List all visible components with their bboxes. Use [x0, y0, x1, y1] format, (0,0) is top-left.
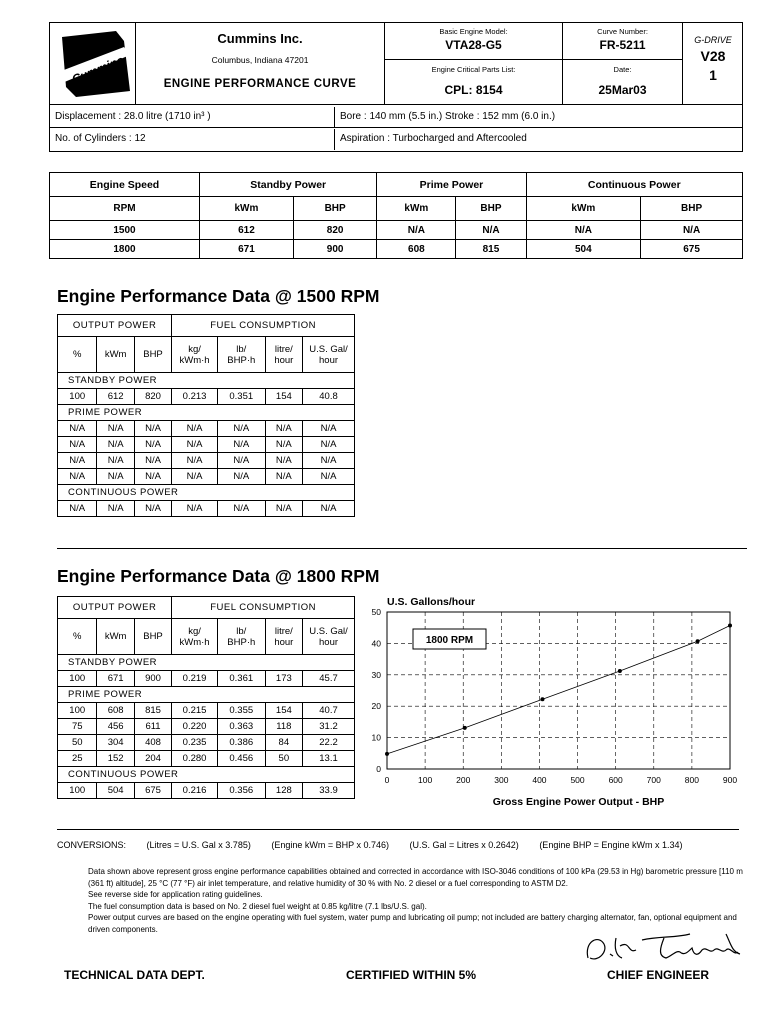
- conversion-litres: (Litres = U.S. Gal x 3.785): [146, 840, 251, 850]
- table-row: [58, 719, 355, 735]
- curve-cell: [562, 23, 682, 60]
- h-kwm: kWm: [200, 197, 294, 221]
- x-axis-label: Gross Engine Power Output - BHP: [492, 796, 665, 808]
- cell: 612: [97, 389, 134, 405]
- cell: 1800: [50, 240, 200, 259]
- company-cell: [136, 23, 384, 105]
- cell: 100: [58, 389, 97, 405]
- group-prime: PRIME POWER: [58, 687, 355, 703]
- cell: 22.2: [303, 735, 355, 751]
- conversion-bhp: (Engine BHP = Engine kWm x 1.34): [539, 840, 683, 850]
- x-tick-label: 300: [494, 775, 509, 785]
- gdrive-version: V28: [700, 48, 726, 64]
- footer-divider: [57, 829, 739, 830]
- cell: 504: [97, 783, 134, 799]
- x-tick-label: 700: [646, 775, 661, 785]
- cell: 13.1: [303, 751, 355, 767]
- section-divider: [57, 548, 747, 549]
- cell: 408: [134, 735, 171, 751]
- cell: 900: [293, 240, 376, 259]
- date-cell: [562, 60, 682, 105]
- h-bhp: BHP: [641, 197, 743, 221]
- cell: N/A: [134, 437, 171, 453]
- h-litre-hour: litre/ hour: [265, 619, 302, 655]
- rating-summary-table: [49, 172, 743, 259]
- cell: 25: [58, 751, 97, 767]
- cell: 671: [97, 671, 134, 687]
- cell: N/A: [526, 221, 641, 240]
- fuel-consumption-chart: [360, 592, 750, 812]
- cell: N/A: [58, 453, 97, 469]
- cell: 40.7: [303, 703, 355, 719]
- h-bhp: BHP: [134, 337, 171, 373]
- cell: 84: [265, 735, 302, 751]
- cylinders: No. of Cylinders : 12: [55, 133, 146, 144]
- bore-stroke: Bore : 140 mm (5.5 in.) Stroke : 152 mm (6.0 in.): [340, 111, 556, 122]
- displacement: Displacement : 28.0 litre (1710 in³ ): [55, 111, 211, 122]
- cell: 154: [265, 389, 302, 405]
- h-output-power: OUTPUT POWER: [58, 315, 172, 337]
- h-bhp: BHP: [456, 197, 526, 221]
- cell: 0.213: [172, 389, 218, 405]
- table-row: [58, 751, 355, 767]
- logo-cell: [50, 23, 136, 105]
- cell: 611: [134, 719, 171, 735]
- cell: N/A: [97, 469, 134, 485]
- cell: N/A: [58, 437, 97, 453]
- table-row: [58, 469, 355, 485]
- y-tick-label: 10: [371, 732, 381, 743]
- group-standby: STANDBY POWER: [58, 373, 355, 389]
- h-kwm: kWm: [377, 197, 456, 221]
- company-location: Columbus, Indiana 47201: [211, 55, 309, 65]
- x-tick-label: 900: [722, 775, 738, 785]
- data-point: [728, 624, 732, 628]
- spec-row-2: [50, 129, 742, 150]
- table-row: [58, 437, 355, 453]
- h-percent: %: [58, 337, 97, 373]
- cpl-label: Engine Critical Parts List:: [431, 65, 516, 74]
- h-litre-hour: litre/ hour: [265, 337, 302, 373]
- cell: N/A: [134, 501, 171, 517]
- conversions-line: [57, 840, 700, 850]
- h-continuous: Continuous Power: [526, 173, 742, 197]
- h-gal-hour: U.S. Gal/ hour: [303, 337, 355, 373]
- cell: N/A: [303, 469, 355, 485]
- conversions-label: CONVERSIONS:: [57, 840, 127, 850]
- cell: 31.2: [303, 719, 355, 735]
- cell: N/A: [58, 469, 97, 485]
- cell: N/A: [303, 437, 355, 453]
- cell: N/A: [217, 421, 265, 437]
- footer-technical-data: TECHNICAL DATA DEPT.: [64, 968, 205, 982]
- section-title-1800: Engine Performance Data @ 1800 RPM: [57, 566, 380, 586]
- h-kwm: kWm: [526, 197, 641, 221]
- h-bhp: BHP: [134, 619, 171, 655]
- cell: N/A: [303, 501, 355, 517]
- date-value: 25Mar03: [598, 83, 647, 97]
- document-title: ENGINE PERFORMANCE CURVE: [163, 78, 357, 90]
- cell: 815: [456, 240, 526, 259]
- cell: N/A: [97, 437, 134, 453]
- cell: 40.8: [303, 389, 355, 405]
- x-tick-label: 800: [684, 775, 699, 785]
- footer-certified: CERTIFIED WITHIN 5%: [346, 968, 477, 982]
- cell: 608: [377, 240, 456, 259]
- cell: 820: [293, 221, 376, 240]
- cell: N/A: [377, 221, 456, 240]
- cummins-logo-icon: [56, 29, 130, 99]
- cell: N/A: [217, 469, 265, 485]
- note-guidelines: See reverse side for application rating guidelines.: [88, 890, 263, 899]
- cell: 820: [134, 389, 171, 405]
- cpl-value: CPL: 8154: [444, 83, 503, 97]
- x-tick-label: 500: [570, 775, 585, 785]
- cell: 0.220: [172, 719, 218, 735]
- cell: N/A: [172, 421, 218, 437]
- note-power: Power output curves are based on the engine operating with fuel system, water pump and lubricating oil pump; not included are battery charging alternator, fan, optional equipment and driven components.: [88, 913, 737, 934]
- h-kg-kwmh: kg/ kWm·h: [172, 337, 218, 373]
- cell: N/A: [217, 501, 265, 517]
- cell: N/A: [134, 421, 171, 437]
- date-label: Date:: [613, 65, 632, 74]
- group-continuous: CONTINUOUS POWER: [58, 485, 355, 501]
- table-row: [58, 783, 355, 799]
- gdrive-label: G-DRIVE: [694, 35, 732, 45]
- chart-title: U.S. Gallons/hour: [387, 596, 476, 608]
- table-row: [58, 453, 355, 469]
- cell: N/A: [217, 437, 265, 453]
- note-fuel: The fuel consumption data is based on No. 2 diesel fuel weight at 0.85 kg/litre (7.1 lbs/U.S. gal).: [88, 901, 427, 911]
- cell: 118: [265, 719, 302, 735]
- data-point: [696, 639, 700, 643]
- h-percent: %: [58, 619, 97, 655]
- h-output-power: OUTPUT POWER: [58, 597, 172, 619]
- cell: 0.363: [217, 719, 265, 735]
- conversion-gal: (U.S. Gal = Litres x 0.2642): [409, 840, 519, 850]
- h-engine-speed: Engine Speed: [50, 173, 200, 197]
- cell: 675: [134, 783, 171, 799]
- cell: 0.216: [172, 783, 218, 799]
- cell: N/A: [265, 501, 302, 517]
- company-name: Cummins Inc.: [217, 31, 303, 46]
- cell: 45.7: [303, 671, 355, 687]
- table-row: [50, 221, 743, 240]
- cell: 504: [526, 240, 641, 259]
- cell: 100: [58, 703, 97, 719]
- table-row: [58, 389, 355, 405]
- table-row: [58, 735, 355, 751]
- x-tick-label: 400: [532, 775, 547, 785]
- model-cell: [384, 23, 562, 60]
- h-kwm: kWm: [97, 337, 134, 373]
- cell: 0.219: [172, 671, 218, 687]
- cell: N/A: [641, 221, 743, 240]
- table-row: [58, 671, 355, 687]
- table-row: [58, 501, 355, 517]
- cell: 900: [134, 671, 171, 687]
- table-row: [58, 421, 355, 437]
- h-fuel-consumption: FUEL CONSUMPTION: [172, 315, 355, 337]
- aspiration: Aspiration : Turbocharged and Aftercooled: [340, 133, 527, 144]
- y-tick-label: 20: [371, 701, 381, 712]
- cell: 0.361: [217, 671, 265, 687]
- cell: 612: [200, 221, 294, 240]
- cell: 100: [58, 671, 97, 687]
- cell: 100: [58, 783, 97, 799]
- cell: N/A: [217, 453, 265, 469]
- cell: 152: [97, 751, 134, 767]
- cell: N/A: [456, 221, 526, 240]
- cell: N/A: [172, 437, 218, 453]
- cell: N/A: [58, 421, 97, 437]
- cell: 304: [97, 735, 134, 751]
- cell: 50: [265, 751, 302, 767]
- section-title-1500: Engine Performance Data @ 1500 RPM: [57, 286, 380, 306]
- performance-table-1500: [57, 314, 355, 517]
- h-kg-kwmh: kg/ kWm·h: [172, 619, 218, 655]
- table-row: [58, 703, 355, 719]
- gdrive-number: 1: [709, 67, 717, 83]
- x-tick-label: 600: [608, 775, 623, 785]
- data-point: [540, 697, 544, 701]
- cell: N/A: [97, 421, 134, 437]
- cell: N/A: [97, 453, 134, 469]
- cell: N/A: [265, 421, 302, 437]
- cell: N/A: [134, 453, 171, 469]
- data-point: [463, 726, 467, 730]
- cell: N/A: [303, 453, 355, 469]
- data-point: [385, 752, 389, 756]
- x-tick-label: 200: [456, 775, 471, 785]
- cell: 204: [134, 751, 171, 767]
- y-tick-label: 40: [371, 638, 381, 649]
- cell: N/A: [172, 501, 218, 517]
- cell: 0.235: [172, 735, 218, 751]
- header-block: [49, 22, 743, 152]
- h-lb-bhph: lb/ BHP·h: [217, 619, 265, 655]
- cell: 0.386: [217, 735, 265, 751]
- notes-block: [88, 866, 748, 935]
- cell: N/A: [58, 501, 97, 517]
- cell: 608: [97, 703, 134, 719]
- cell: 128: [265, 783, 302, 799]
- h-bhp: BHP: [293, 197, 376, 221]
- conversion-kwm: (Engine kWm = BHP x 0.746): [271, 840, 389, 850]
- cell: 815: [134, 703, 171, 719]
- group-standby: STANDBY POWER: [58, 655, 355, 671]
- cell: 671: [200, 240, 294, 259]
- x-tick-label: 100: [418, 775, 433, 785]
- model-value: VTA28-G5: [445, 38, 502, 52]
- note-conditions: Data shown above represent gross engine performance capabilities obtained and corrected in accordance with ISO-3046 conditions of 100 kPa (29.53 in Hg) barometric pressure [110 m (361 ft) altitude], 25 °C (77 °F) air inlet temperature, and relative humidity of 30 % with No. 2 diesel or a fuel corresponding to ASTM D2.: [88, 867, 743, 888]
- spec-row-1: [50, 107, 742, 128]
- h-gal-hour: U.S. Gal/ hour: [303, 619, 355, 655]
- y-tick-label: 30: [371, 669, 381, 680]
- x-tick-label: 0: [384, 775, 390, 785]
- cpl-cell: [384, 60, 562, 105]
- logo-text: Cummins: [69, 52, 126, 87]
- cell: N/A: [172, 453, 218, 469]
- cell: N/A: [303, 421, 355, 437]
- performance-table-1800: [57, 596, 355, 799]
- gdrive-cell: [682, 23, 743, 105]
- cell: N/A: [97, 501, 134, 517]
- curve-label: Curve Number:: [597, 27, 648, 36]
- signature-image: [580, 928, 750, 968]
- cell: 154: [265, 703, 302, 719]
- cell: 675: [641, 240, 743, 259]
- h-fuel-consumption: FUEL CONSUMPTION: [172, 597, 355, 619]
- h-rpm: RPM: [50, 197, 200, 221]
- cell: 456: [97, 719, 134, 735]
- cell: N/A: [172, 469, 218, 485]
- h-kwm: kWm: [97, 619, 134, 655]
- h-lb-bhph: lb/ BHP·h: [217, 337, 265, 373]
- cell: 33.9: [303, 783, 355, 799]
- group-continuous: CONTINUOUS POWER: [58, 767, 355, 783]
- h-standby: Standby Power: [200, 173, 377, 197]
- cell: 0.456: [217, 751, 265, 767]
- cell: 1500: [50, 221, 200, 240]
- cell: 0.356: [217, 783, 265, 799]
- cell: 0.280: [172, 751, 218, 767]
- cell: N/A: [265, 469, 302, 485]
- cell: 0.355: [217, 703, 265, 719]
- cell: 173: [265, 671, 302, 687]
- annotation-label: 1800 RPM: [425, 635, 474, 646]
- cell: 75: [58, 719, 97, 735]
- cell: N/A: [265, 437, 302, 453]
- cell: 0.215: [172, 703, 218, 719]
- table-row: [50, 240, 743, 259]
- cell: 0.351: [217, 389, 265, 405]
- data-point: [618, 669, 622, 673]
- footer-chief-engineer: CHIEF ENGINEER: [607, 968, 710, 982]
- y-tick-label: 0: [376, 764, 381, 774]
- h-prime: Prime Power: [377, 173, 526, 197]
- model-label: Basic Engine Model:: [439, 27, 508, 36]
- cell: N/A: [134, 469, 171, 485]
- group-prime: PRIME POWER: [58, 405, 355, 421]
- cell: N/A: [265, 453, 302, 469]
- curve-value: FR-5211: [599, 38, 646, 52]
- cell: 50: [58, 735, 97, 751]
- y-tick-label: 50: [371, 607, 381, 617]
